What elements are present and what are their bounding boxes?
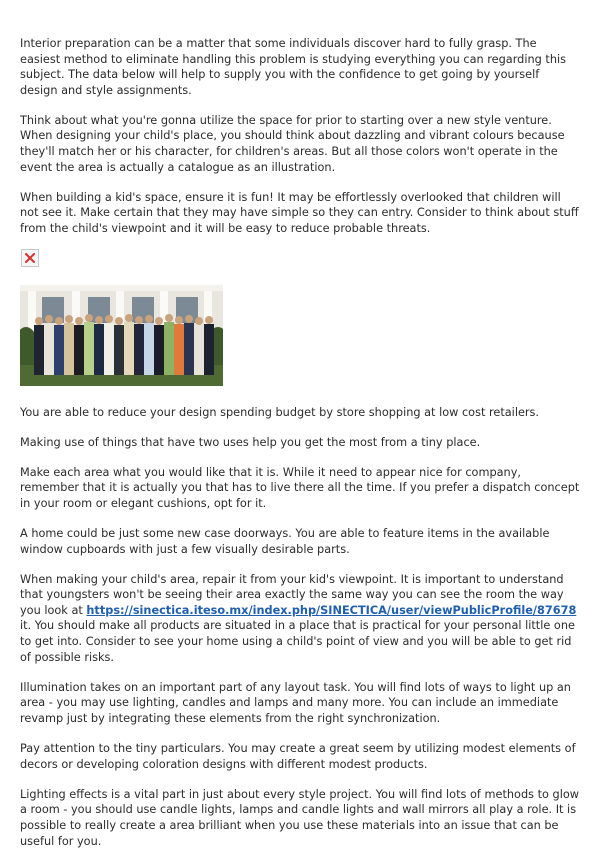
group-photo [20,285,223,386]
paragraph-lighting-effects: Lighting effects is a vital part in just about every style project. You will find lots of methods to glow a room - you should use candle lights, lamps and candle lights and wall mirrors all play a role. It is possible to really create a area brilliant when you use these materials into an issue that can be useful for you. [20,787,579,848]
paragraph-text-before-link: When making your child's area, repair it from your kid's viewpoint. It is important to understand that youngsters won't be seeing their area exactly the same way you can see the room the way you look at [20,572,564,617]
paragraph-case-doorways: A home could be just some new case doorways. You are able to feature items in the available window cupboards with just a few visually desirable parts. [20,527,550,556]
paragraph-intro: Interior preparation can be a matter that some individuals discover hard to fully grasp. The easiest method to eliminate handling this problem is studying everything you can regarding this subject. The data below will help to supply you with the confidence to get going by yourself design and style assignments. [20,37,567,97]
paragraph-illumination: Illumination takes on an important part of any layout task. You will find lots of ways to light up an area - you may use lighting, candles and lamps and many more. You can include an immediate revamp just by integrating these elements from the right synchronization. [20,680,571,725]
profile-link[interactable]: https://sinectica.iteso.mx/index.php/SINECTICA/user/viewPublicProfile/87678 [86,603,577,617]
paragraph-each-area: Make each area what you would like that it is. While it need to appear nice for company, remember that it is actually you that has to live there all the time. If you prefer a dispatch concept in your room or elegant cushions, opt for it. [20,465,580,510]
broken-image-icon [21,249,39,267]
paragraph-kids-space: When building a kid's space, ensure it is fun! It may be effortlessly overlooked that children will not see it. Make certain that they may have simple so they can entry. Consider to think about stuff from the child's viewpoint and it will be easy to reduce probable threats. [20,190,579,235]
paragraph-two-uses: Making use of things that have two uses help you get the most from a tiny place. [20,435,481,449]
paragraph-space-purpose: Think about what you're gonna utilize the space for prior to starting over a new style venture. When designing your child's place, you should think about dazzling and vibrant colours because they'll match her or his character, for children's areas. But all those colors won't operate in the event the area is actually a catalogue as an illustration. [20,113,565,174]
paragraph-low-cost: You are able to reduce your design spending budget by store shopping at low cost retailers. [20,405,540,419]
paragraph-text-after-link: it. You should make all products are situated in a place that is practical for your personal little one to get into. Consider to see your home using a child's point of view and you will be able to get rid of possible risks. [20,619,575,664]
paragraph-tiny-particulars: Pay attention to the tiny particulars. You may create a great seem by utilizing modest elements of decors or developing coloration designs with different modest products. [20,742,576,771]
paragraph-child-viewpoint [20,572,580,666]
